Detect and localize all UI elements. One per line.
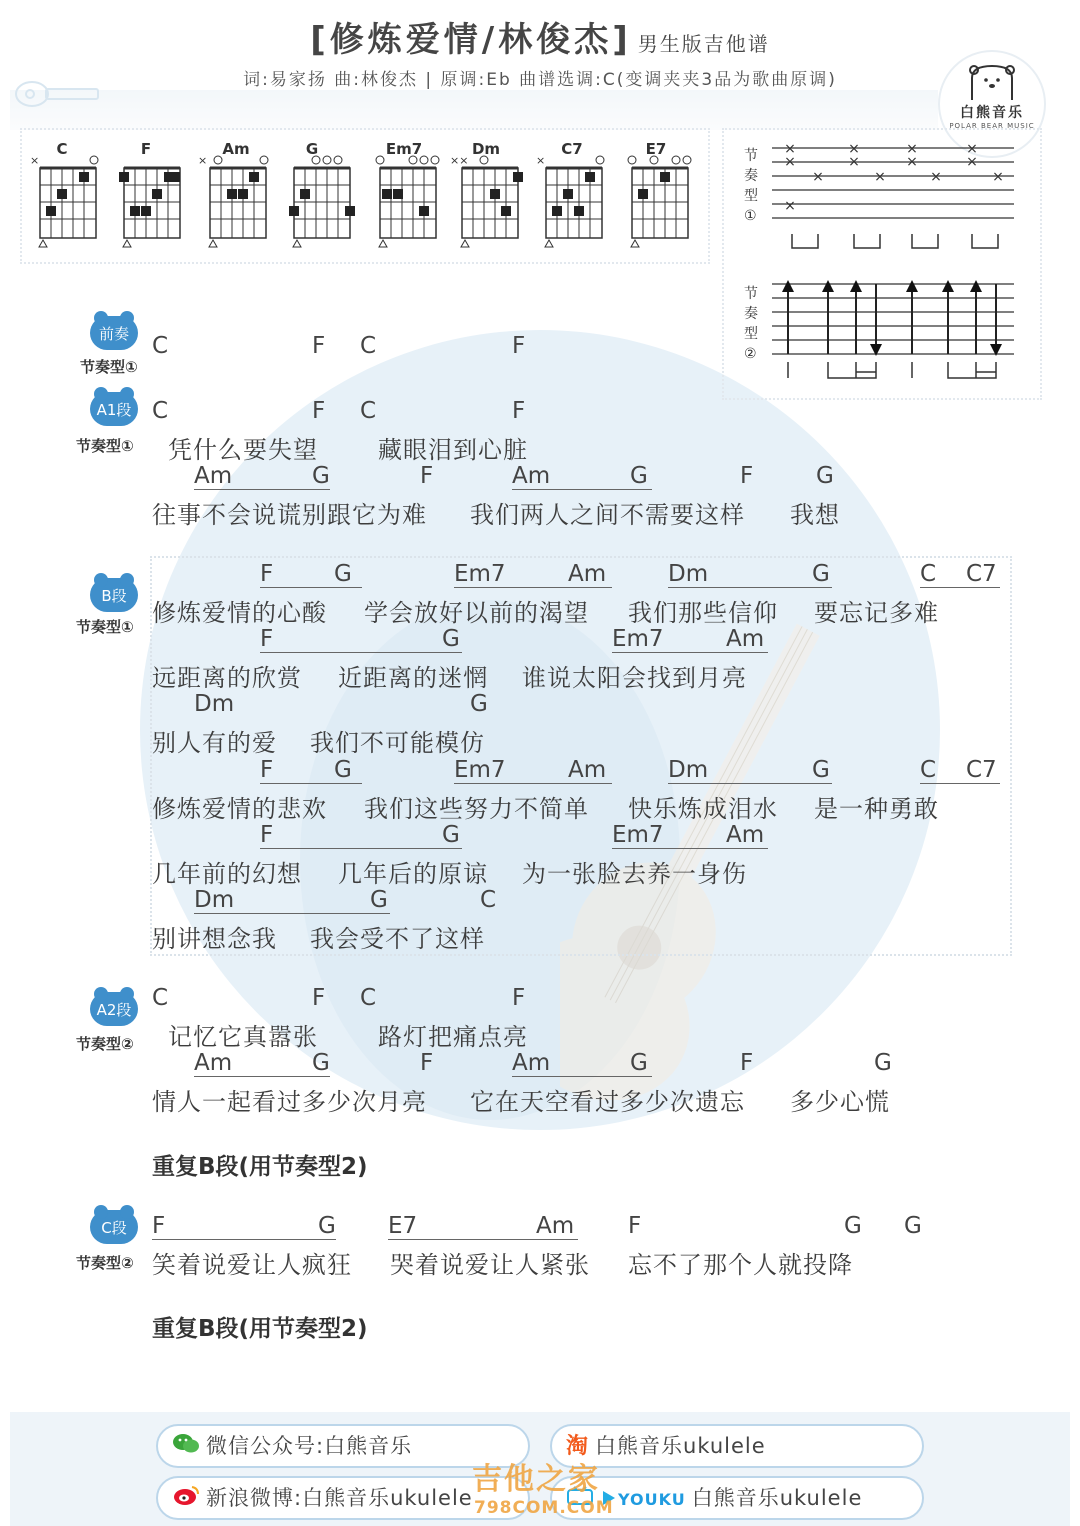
rhythm-label-a1: 节奏型① <box>76 437 134 455</box>
chord-diagram-c7 <box>536 140 604 247</box>
section-badge-a2: A2段 <box>90 992 138 1026</box>
chord: F <box>740 463 754 489</box>
chord-diagram-f <box>119 140 180 247</box>
chord: G <box>370 887 388 913</box>
chord-name: G <box>305 140 319 158</box>
svg-text:×: × <box>906 154 918 170</box>
chord: C <box>360 398 377 424</box>
rhythm-label-a2: 节奏型② <box>76 1035 134 1053</box>
lyric-line: 修炼爱情的心酸 <box>152 599 327 627</box>
footer-taobao <box>550 1424 924 1468</box>
svg-text:②: ② <box>744 346 757 362</box>
lyric-line: 别人有的爱 <box>152 729 277 757</box>
chord-diagram-am <box>198 140 268 247</box>
lyric-line: 情人一起看过多少次月亮 <box>152 1088 427 1116</box>
chord: F <box>312 333 326 359</box>
chord: G <box>874 1050 892 1076</box>
lyric-line: 凭什么要失望 <box>168 436 318 464</box>
chord-name: C7 <box>561 140 583 158</box>
lyric-line: 谁说太阳会找到月亮 <box>522 664 747 692</box>
lyric-line: 几年前的幻想 <box>152 860 302 888</box>
lyric-line: 笑着说爱让人疯狂 <box>152 1251 352 1279</box>
section-badge-c: C段 <box>90 1210 138 1244</box>
chord: F <box>740 1050 754 1076</box>
svg-text:×: × <box>992 169 1004 185</box>
repeat-instruction: 重复B段(用节奏型2) <box>152 1154 368 1180</box>
section-badge-b: B段 <box>90 578 138 612</box>
rhythm1-label: 节 <box>744 148 758 164</box>
svg-text:×: × <box>784 141 796 157</box>
chord: Em7 <box>612 822 768 849</box>
chord: G <box>312 1050 330 1076</box>
lyric-line: 别讲想念我 <box>152 925 277 953</box>
svg-text:××: ×× <box>450 154 469 167</box>
chord: Dm <box>194 887 390 914</box>
ukulele-logo-icon <box>10 78 110 110</box>
lyric-line: 哭着说爱让人紧张 <box>390 1251 590 1279</box>
chord: F <box>512 333 526 359</box>
svg-text:奏: 奏 <box>744 168 758 184</box>
chord: C <box>152 985 169 1011</box>
chord: F <box>152 1213 336 1240</box>
chord-diagram-g <box>289 140 355 247</box>
rhythm-label-intro: 节奏型① <box>80 358 138 376</box>
lyric-line: 修炼爱情的悲欢 <box>152 795 327 823</box>
svg-text:型: 型 <box>744 326 758 342</box>
header-band <box>10 90 938 130</box>
chord: C <box>920 561 1000 588</box>
svg-text:奏: 奏 <box>744 306 758 322</box>
chord: Am <box>512 1050 652 1077</box>
chord: Am <box>568 757 607 783</box>
rhythm-label-c: 节奏型② <box>76 1254 134 1272</box>
chord: F <box>260 626 462 653</box>
lyric-line: 近距离的迷惘 <box>338 664 488 692</box>
svg-text:×: × <box>874 169 886 185</box>
chord: C7 <box>966 757 997 783</box>
song-title: [修炼爱情/林俊杰] <box>310 20 632 60</box>
rhythm-label-b: 节奏型① <box>76 618 134 636</box>
chord: F <box>512 985 526 1011</box>
chord: C <box>480 887 497 913</box>
chord-name: E7 <box>645 140 667 158</box>
chord: Am <box>536 1213 575 1239</box>
svg-text:×: × <box>30 154 40 167</box>
chord: C <box>152 398 169 424</box>
logo-english-name: POLAR BEAR MUSIC <box>949 122 1035 130</box>
chord: F <box>420 1050 434 1076</box>
chord: Em7 <box>454 561 612 588</box>
chord: F <box>512 398 526 424</box>
svg-text:×: × <box>198 154 208 167</box>
rhythm-patterns <box>722 128 1038 396</box>
chord-diagram-e7 <box>628 140 691 247</box>
chord: Dm <box>668 757 832 784</box>
lyric-line: 我想 <box>790 501 840 529</box>
lyric-line: 快乐炼成泪水 <box>628 795 778 823</box>
svg-text:×: × <box>966 141 978 157</box>
chord: Am <box>194 1050 330 1077</box>
svg-text:×: × <box>848 154 860 170</box>
lyric-line: 要忘记多难 <box>814 599 939 627</box>
chord: Am <box>194 463 330 490</box>
chord: G <box>442 822 460 848</box>
chord: C7 <box>966 561 997 587</box>
chord-diagram-dm <box>450 140 523 247</box>
chord: G <box>904 1213 922 1239</box>
section-badge-a1: A1段 <box>90 392 138 426</box>
chord: C <box>920 757 1000 784</box>
lyric-line: 路灯把痛点亮 <box>378 1023 528 1051</box>
chord: G <box>844 1213 862 1239</box>
chord: Am <box>568 561 607 587</box>
lyric-line: 我会受不了这样 <box>310 925 485 953</box>
svg-text:×: × <box>784 198 796 214</box>
video-text: 白熊音乐ukulele <box>691 1486 863 1510</box>
svg-text:×: × <box>930 169 942 185</box>
lyric-line: 多少心慌 <box>790 1088 890 1116</box>
taobao-icon: 淘 <box>566 1434 590 1459</box>
chord: C <box>360 985 377 1011</box>
logo-name: 白熊音乐 <box>960 105 1024 121</box>
svg-text:①: ① <box>744 208 757 224</box>
lyric-line: 学会放好以前的渴望 <box>364 599 589 627</box>
chord: F <box>628 1213 642 1239</box>
lyric-line: 是一种勇敢 <box>814 795 939 823</box>
youku-brand: YOUKU <box>618 1490 686 1509</box>
chord-diagram-em7 <box>376 140 439 247</box>
lyric-line: 我们两人之间不需要这样 <box>470 501 745 529</box>
chord-diagram-c <box>30 140 98 247</box>
chord: G <box>812 561 830 587</box>
site-watermark: 吉他之家 <box>472 1462 600 1497</box>
svg-text:×: × <box>966 154 978 170</box>
chord-name: Am <box>222 140 250 158</box>
lyric-line: 记忆它真嚣张 <box>168 1023 318 1051</box>
chord: Am <box>726 822 765 848</box>
wechat-text: 微信公众号:白熊音乐 <box>206 1434 413 1458</box>
chord: G <box>470 691 488 717</box>
chord-name: C <box>56 140 68 158</box>
chord: G <box>816 463 834 489</box>
song-subtitle: 男生版吉他谱 <box>637 32 770 56</box>
wechat-icon <box>172 1427 200 1467</box>
svg-text:×: × <box>812 169 824 185</box>
svg-text:×: × <box>906 141 918 157</box>
chord: F <box>260 757 362 784</box>
lyric-line: 忘不了那个人就投降 <box>628 1251 853 1279</box>
polar-bear-icon <box>964 62 1020 102</box>
chord: G <box>442 626 460 652</box>
chord-diagrams <box>20 128 710 260</box>
chord: G <box>334 561 352 587</box>
chord: G <box>812 757 830 783</box>
chord: Dm <box>194 691 235 717</box>
chord: Am <box>726 626 765 652</box>
lyric-line: 它在天空看过多少次遗忘 <box>470 1088 745 1116</box>
section-badge-intro: 前奏 <box>90 316 138 350</box>
rhythm2-label: 节 <box>744 286 758 302</box>
chord-name: F <box>140 140 152 158</box>
site-watermark-url: 798COM.COM <box>474 1498 614 1518</box>
chord-name: Dm <box>471 140 501 158</box>
lyric-line: 我们不可能模仿 <box>310 729 485 757</box>
chord: Dm <box>668 561 832 588</box>
lyric-line: 往事不会说谎别跟它为难 <box>152 501 427 529</box>
svg-text:×: × <box>784 154 796 170</box>
taobao-text: 白熊音乐ukulele <box>595 1434 766 1458</box>
svg-text:型: 型 <box>744 188 758 204</box>
weibo-icon <box>172 1479 200 1519</box>
chord: Am <box>512 463 652 490</box>
chord: F <box>260 561 362 588</box>
chord: Em7 <box>454 757 612 784</box>
page-title <box>0 12 1080 61</box>
chord: F <box>420 463 434 489</box>
chord: G <box>334 757 352 783</box>
chord: G <box>630 1050 648 1076</box>
lyric-line: 我们这些努力不简单 <box>364 795 589 823</box>
svg-text:×: × <box>536 154 546 167</box>
chord: Em7 <box>612 626 768 653</box>
lyric-line: 藏眼泪到心脏 <box>378 436 528 464</box>
lyric-line: 为一张脸去养一身伤 <box>522 860 747 888</box>
chord: C <box>152 333 169 359</box>
chord: C <box>360 333 377 359</box>
lyric-line: 几年后的原谅 <box>338 860 488 888</box>
repeat-instruction: 重复B段(用节奏型2) <box>152 1316 368 1342</box>
chord: G <box>318 1213 336 1239</box>
chord: F <box>260 822 462 849</box>
chord: G <box>630 463 648 489</box>
lyric-line: 远距离的欣赏 <box>152 664 302 692</box>
weibo-text: 新浪微博:白熊音乐ukulele <box>206 1486 473 1510</box>
lyric-line: 我们那些信仰 <box>628 599 778 627</box>
song-credits: 词:易家扬 曲:林俊杰 | 原调:Eb 曲谱选调:C(变调夹夹3品为歌曲原调) <box>243 70 837 90</box>
chord: F <box>312 398 326 424</box>
chord-name: Em7 <box>385 140 423 158</box>
chord: E7 <box>388 1213 578 1240</box>
chord: G <box>312 463 330 489</box>
svg-text:×: × <box>848 141 860 157</box>
chord: F <box>312 985 326 1011</box>
